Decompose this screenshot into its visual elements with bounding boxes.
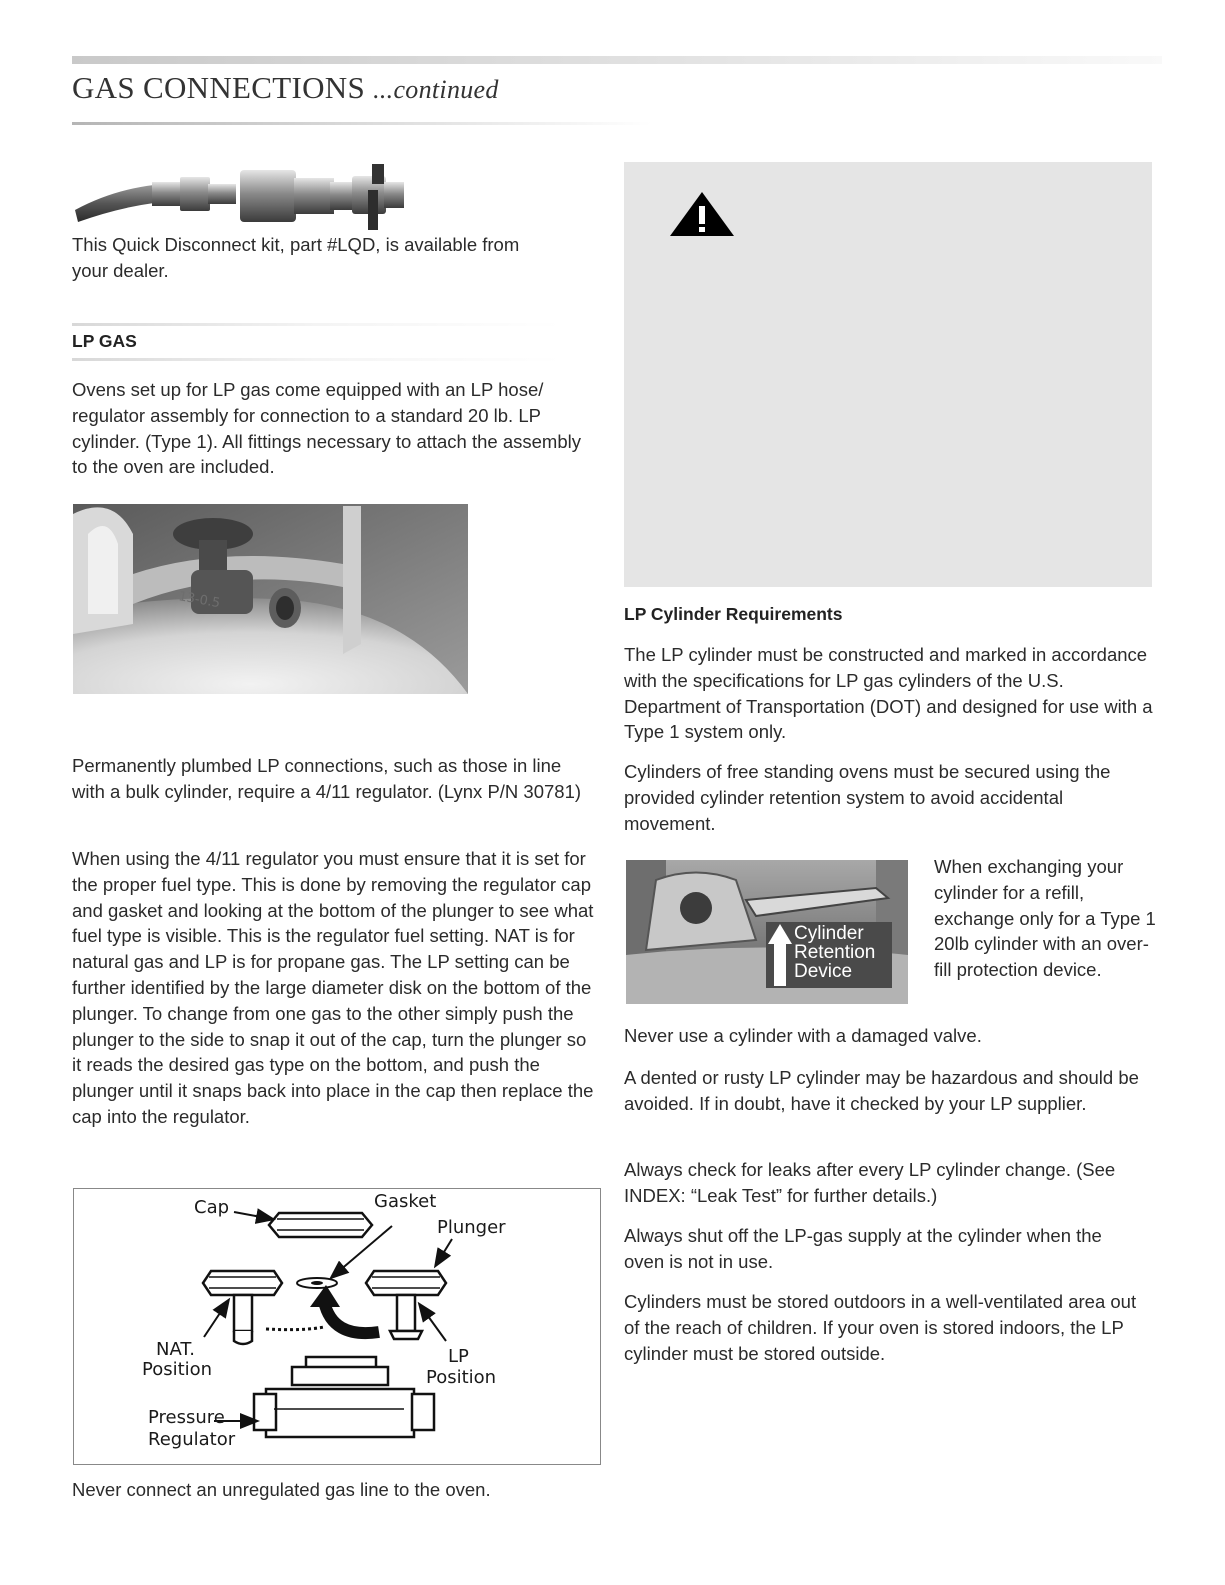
- plunger-nat-shape: [203, 1271, 282, 1295]
- page-title-main: GAS CONNECTIONS: [72, 70, 365, 105]
- lp-gas-paragraph: Ovens set up for LP gas come equipped with an LP hose/ regulator assembly for connection to a standard 20 lb. LP cylinder. (Type 1). All fittings necessary to attach the assembly to the oven are included.: [72, 379, 581, 478]
- unregulated-warning: Never connect an unregulated gas line to the oven.: [72, 1479, 491, 1500]
- lp-gas-heading: LP GAS: [72, 331, 137, 351]
- dented-cylinder-paragraph: A dented or rusty LP cylinder may be hazardous and should be avoided. If in doubt, have it checked by your LP supplier.: [624, 1067, 1139, 1114]
- lp-gas-top-rule: [72, 323, 562, 326]
- label-lp-position-2: Position: [426, 1367, 497, 1388]
- label-gasket: Gasket: [374, 1191, 437, 1212]
- quick-disconnect-caption: This Quick Disconnect kit, part #LQD, is available from your dealer.: [72, 234, 520, 281]
- label-plunger: Plunger: [437, 1217, 506, 1238]
- cylinder-requirements-heading: LP Cylinder Requirements: [624, 604, 843, 624]
- retention-label-cylinder: Cylinder: [794, 923, 864, 944]
- lp-gas-bottom-rule: [72, 358, 562, 361]
- lp-cylinder-valve-photo: [73, 504, 468, 694]
- cylinder-stamp-text: 13-0.5: [177, 589, 222, 612]
- page-title: [72, 70, 499, 106]
- shutoff-paragraph: Always shut off the LP-gas supply at the cylinder when the oven is not in use.: [624, 1225, 1102, 1272]
- retention-label-device: Device: [794, 961, 853, 982]
- plumbed-lp-paragraph: Permanently plumbed LP connections, such as those in line with a bulk cylinder, require a 4/11 regulator. (Lynx P/N 30781): [72, 755, 582, 802]
- retention-label-retention: Retention: [794, 942, 876, 963]
- cylinder-retention-photo: [626, 860, 908, 1004]
- warning-triangle-icon: [668, 190, 736, 238]
- construction-paragraph: The LP cylinder must be constructed and marked in accordance with the specifications for LP gas cylinders of the U.S. Department of Transportation (DOT) and designed for use with a Type 1 system only.: [624, 644, 1153, 743]
- damaged-valve-paragraph: Never use a cylinder with a damaged valve.: [624, 1025, 982, 1046]
- page-title-suffix: ...continued: [373, 75, 499, 104]
- leak-check-paragraph: Always check for leaks after every LP cylinder change. (See INDEX: “Leak Test” for further details.): [624, 1159, 1116, 1206]
- title-underline: [72, 122, 652, 125]
- plunger-lp-shape: [366, 1271, 446, 1295]
- label-lp-position-1: LP: [448, 1346, 469, 1367]
- label-cap: Cap: [194, 1197, 230, 1218]
- label-nat-position-2: Position: [142, 1359, 213, 1380]
- storage-paragraph: Cylinders must be stored outdoors in a well-ventilated area out of the reach of children. If your oven is stored indoors, the LP cylinder must be stored outside.: [624, 1291, 1137, 1364]
- exchange-paragraph: When exchanging your cylinder for a refill, exchange only for a Type 1 20lb cylinder with an over-fill protection device.: [934, 856, 1156, 981]
- regulator-paragraph: When using the 4/11 regulator you must ensure that it is set for the proper fuel type. This is done by removing the regulator cap and gasket and looking at the bottom of the plunger to see what fuel type is visible. This is the regulator fuel setting. NAT is for natural gas and LP is for propane gas. The LP setting can be further identified by the large diameter disk on the bottom of the plunger. To change from one gas to the other simply push the plunger to the side to snap it out of the cap, turn the plunger so it reads the desired gas type on the bottom, and push the plunger until it snaps back into place in the cap then replace the cap into the regulator.: [72, 848, 594, 1127]
- warning-box: [624, 162, 1152, 587]
- label-pressure-regulator-1: Pressure: [148, 1407, 225, 1428]
- regulator-diagram: [73, 1188, 601, 1465]
- secured-paragraph: Cylinders of free standing ovens must be secured using the provided cylinder retention system to avoid accidental movement.: [624, 761, 1111, 834]
- cap-shape: [269, 1213, 372, 1237]
- label-pressure-regulator-2: Regulator: [148, 1429, 236, 1450]
- label-nat-position-1: NAT.: [156, 1339, 195, 1360]
- pressure-regulator-shape: [266, 1389, 414, 1437]
- header-top-rule: [72, 56, 1162, 64]
- quick-disconnect-kit-photo: [72, 160, 417, 232]
